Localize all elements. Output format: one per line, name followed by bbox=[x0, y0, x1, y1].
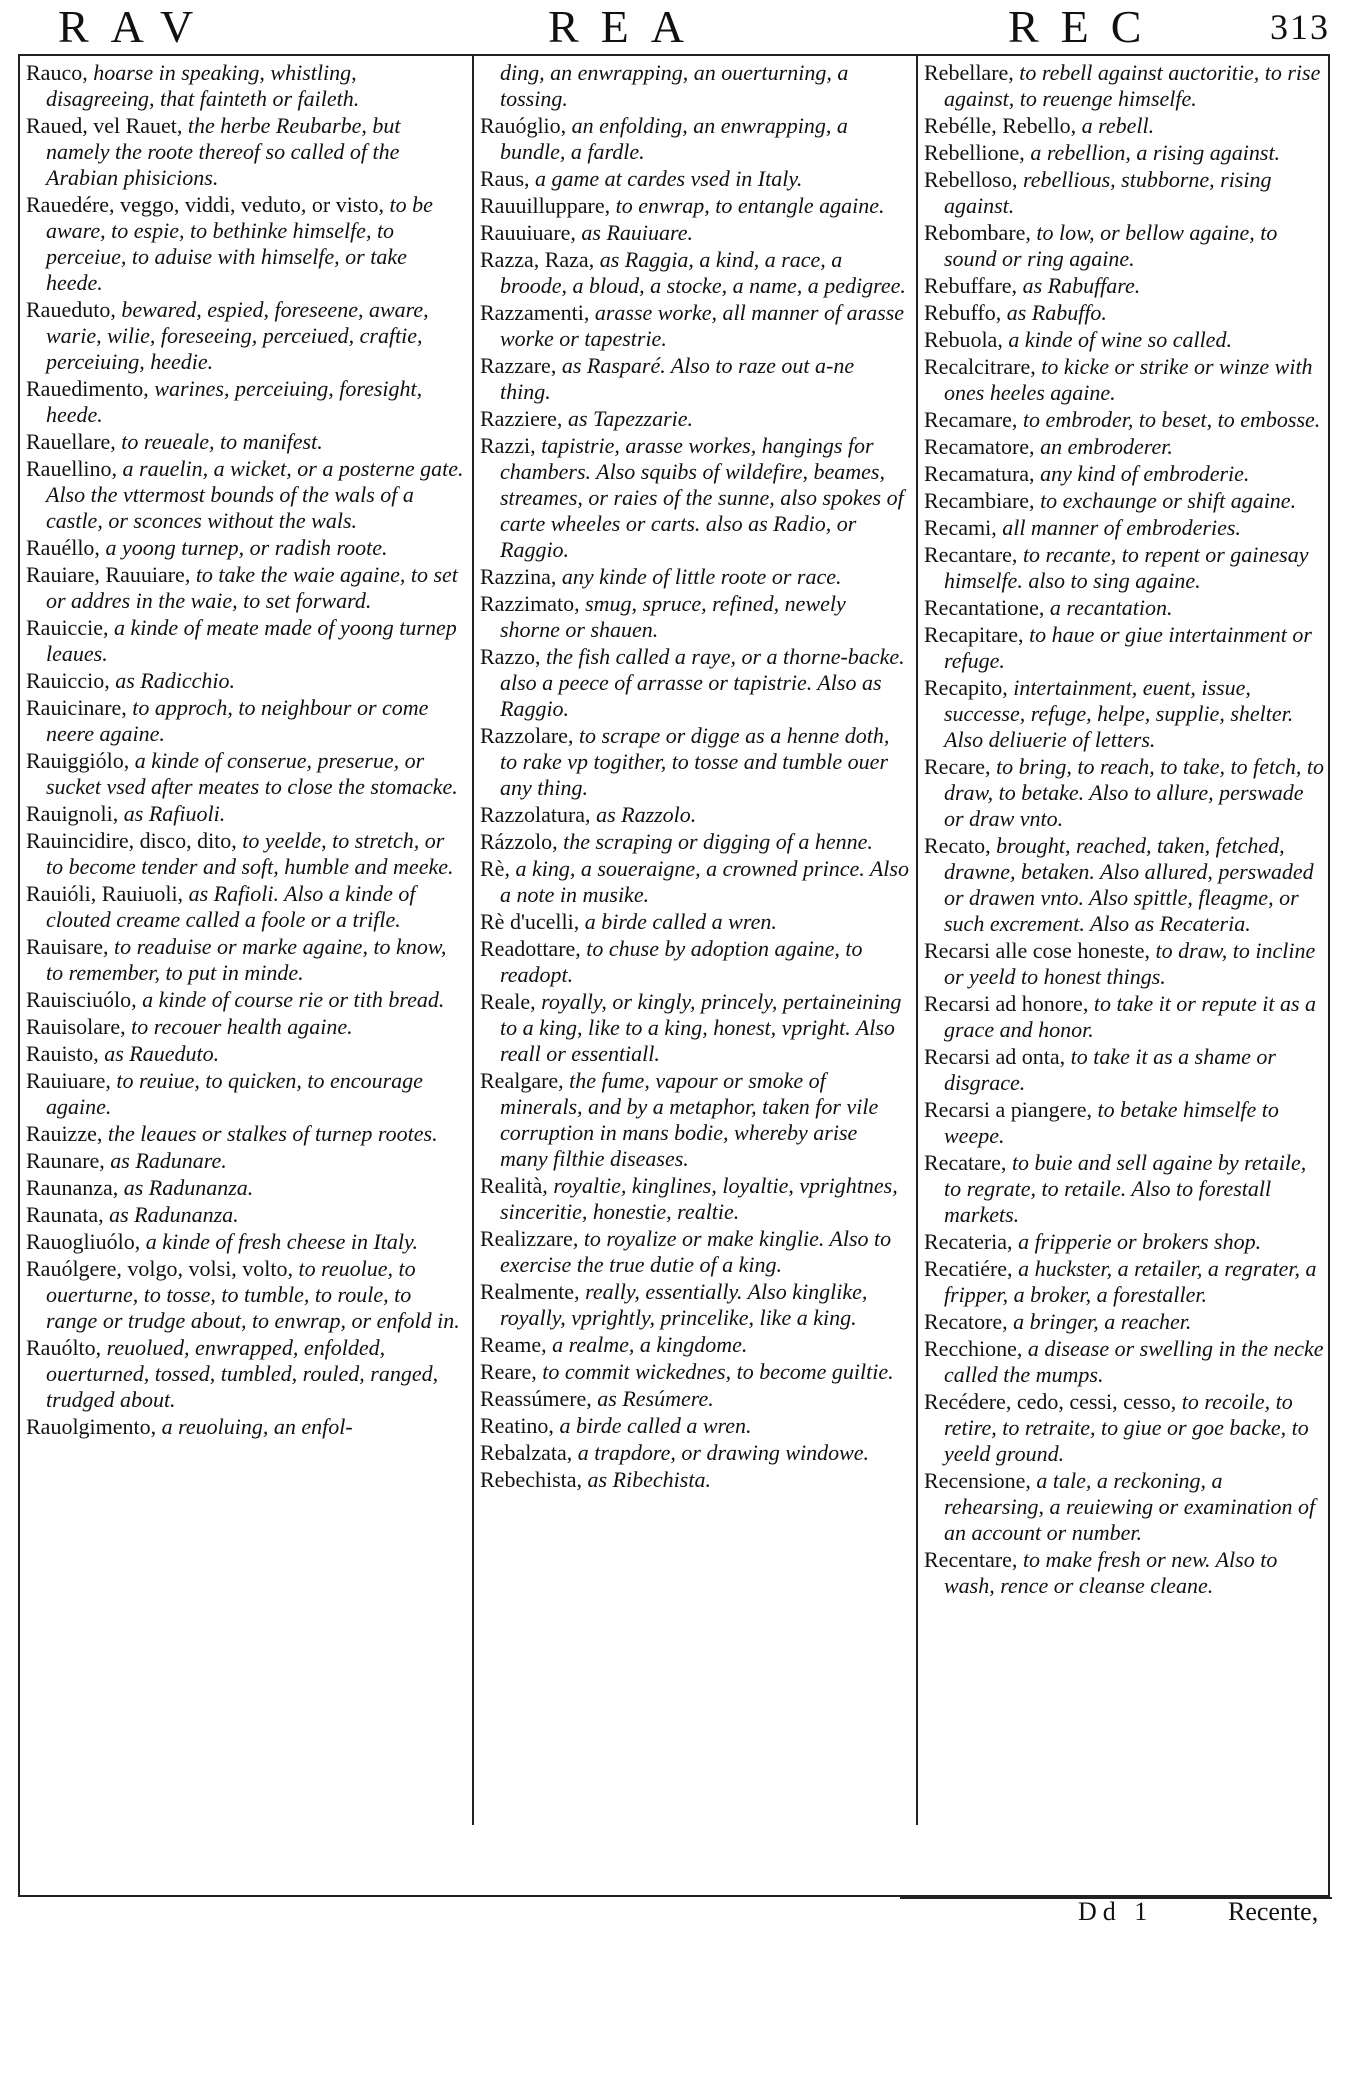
entry-definition: to kicke or strike or winze with ones heeles againe. bbox=[944, 354, 1313, 405]
dictionary-entry bbox=[480, 1332, 910, 1358]
dictionary-entry bbox=[26, 1256, 466, 1334]
entry-definition: a kinde of course rie or tith bread. bbox=[142, 987, 445, 1012]
dictionary-entry bbox=[26, 192, 466, 296]
dictionary-entry bbox=[924, 991, 1326, 1043]
entry-definition: a rauelin, a wicket, or a posterne gate. Also the vttermost bounds of the wals of a castle, or sconces without the wals. bbox=[46, 456, 464, 533]
dictionary-entry bbox=[480, 989, 910, 1067]
dictionary-entry bbox=[924, 1389, 1326, 1467]
entry-definition: reuolued, enwrapped, enfolded, ouerturned, tossed, tumbled, rouled, ranged, trudged about. bbox=[46, 1335, 439, 1412]
entry-definition: the herbe Reubarbe, but namely the roote thereof so called of the Arabian phisicions. bbox=[46, 113, 401, 190]
column-divider bbox=[916, 56, 918, 1825]
entry-headword: Rauiggiólo, bbox=[26, 748, 130, 773]
dictionary-entry bbox=[480, 353, 910, 405]
entry-definition: a birde called a wren. bbox=[584, 909, 777, 934]
entry-definition: to reuolue, to ouerturne, to tosse, to tumble, to roule, to range or trudge about, to enwrap, or enfold in. bbox=[46, 1256, 460, 1333]
dictionary-entry bbox=[924, 754, 1326, 832]
entry-definition: a kinde of wine so called. bbox=[1008, 327, 1232, 352]
entry-definition: as Raueduto. bbox=[104, 1041, 220, 1066]
dictionary-entry bbox=[26, 987, 466, 1013]
entry-headword: Rauisto, bbox=[26, 1041, 99, 1066]
dictionary-entry bbox=[26, 1148, 466, 1174]
dictionary-entry bbox=[26, 748, 466, 800]
entry-headword: Raued, vel Rauet, bbox=[26, 113, 183, 138]
entry-definition: to recouer health againe. bbox=[131, 1014, 353, 1039]
entry-definition: tapistrie, arasse workes, hangings for chambers. Also squibs of wildefire, beames, streames, or raies of the sunne, also spokes of carte wheeles or carts. also as Radio, or Raggio. bbox=[500, 433, 904, 562]
entry-headword: Razzi, bbox=[480, 433, 536, 458]
entry-headword: Rauco, bbox=[26, 60, 88, 85]
entry-headword: Razzolatura, bbox=[480, 802, 591, 827]
entry-headword: Rauisolare, bbox=[26, 1014, 126, 1039]
entry-definition: as Rauiuare. bbox=[581, 220, 694, 245]
entry-definition: as Radicchio. bbox=[115, 668, 235, 693]
entry-headword: Rauedére, veggo, viddi, veduto, or visto, bbox=[26, 192, 385, 217]
entry-headword: Recateria, bbox=[924, 1229, 1013, 1254]
dictionary-entry bbox=[480, 829, 910, 855]
entry-definition: intertainment, euent, issue, successe, refuge, helpe, supplie, shelter. Also deliuerie of letters. bbox=[944, 675, 1294, 752]
entry-definition: a bringer, a reacher. bbox=[1013, 1309, 1192, 1334]
dictionary-entry bbox=[924, 220, 1326, 272]
entry-headword: Recapitare, bbox=[924, 622, 1024, 647]
header-left-guide: RAV bbox=[58, 1, 216, 52]
entry-definition: to recoile, to retire, to retraite, to giue or goe backe, to yeeld ground. bbox=[944, 1389, 1309, 1466]
entry-definition: as Tapezzarie. bbox=[567, 406, 694, 431]
dictionary-entry bbox=[480, 220, 910, 246]
entry-headword: Razzamenti, bbox=[480, 300, 590, 325]
entry-headword: Rauiuare, bbox=[26, 1068, 111, 1093]
entry-headword: Rauicinare, bbox=[26, 695, 127, 720]
header-middle-guide: REA bbox=[548, 1, 706, 52]
entry-headword: Razzimato, bbox=[480, 591, 580, 616]
entry-definition: a yoong turnep, or radish roote. bbox=[105, 535, 388, 560]
entry-headword: Realizzare, bbox=[480, 1226, 579, 1251]
entry-definition: hoarse in speaking, whistling, disagreeing, that fainteth or faileth. bbox=[46, 60, 360, 111]
entry-headword: Recarsi a piangere, bbox=[924, 1097, 1092, 1122]
entry-headword: Rauólgere, volgo, volsi, volto, bbox=[26, 1256, 294, 1281]
dictionary-entry bbox=[26, 1068, 466, 1120]
entry-headword: Rebélle, Rebello, bbox=[924, 113, 1077, 138]
entry-headword: Rauisare, bbox=[26, 934, 109, 959]
entry-headword: Reare, bbox=[480, 1359, 537, 1384]
entry-headword: Rauólto, bbox=[26, 1335, 102, 1360]
dictionary-entry bbox=[26, 113, 466, 191]
entry-definition: as Rafiuoli. bbox=[123, 801, 226, 826]
dictionary-entry bbox=[480, 300, 910, 352]
entry-definition: a kinde of fresh cheese in Italy. bbox=[145, 1229, 419, 1254]
entry-definition: smug, spruce, refined, newely shorne or shauen. bbox=[500, 591, 846, 642]
entry-headword: Recatare, bbox=[924, 1150, 1007, 1175]
dictionary-entry bbox=[480, 433, 910, 563]
entry-definition: to yeelde, to stretch, or to become tender and soft, humble and meeke. bbox=[46, 828, 454, 879]
dictionary-entry bbox=[924, 1468, 1326, 1546]
dictionary-entry bbox=[480, 723, 910, 801]
dictionary-entry bbox=[924, 327, 1326, 353]
entry-definition: to chuse by adoption againe, to readopt. bbox=[500, 936, 863, 987]
entry-definition: to take it or repute it as a grace and honor. bbox=[944, 991, 1317, 1042]
entry-definition: a king, a soueraigne, a crowned prince. Also a note in musike. bbox=[500, 856, 909, 907]
dictionary-entry bbox=[26, 535, 466, 561]
dictionary-entry bbox=[480, 1440, 910, 1466]
entry-headword: Rauisciuólo, bbox=[26, 987, 137, 1012]
dictionary-entry bbox=[924, 1309, 1326, 1335]
dictionary-entry bbox=[480, 936, 910, 988]
entry-definition: to royalize or make kinglie. Also to exercise the true dutie of a king. bbox=[500, 1226, 892, 1277]
entry-headword: Readottare, bbox=[480, 936, 581, 961]
signature-mark: Dd 1 bbox=[1078, 1897, 1154, 1926]
entry-headword: Reassúmere, bbox=[480, 1386, 592, 1411]
dictionary-entry bbox=[480, 1173, 910, 1225]
entry-headword: Rauignoli, bbox=[26, 801, 119, 826]
entry-headword: Recamatura, bbox=[924, 461, 1035, 486]
entry-definition: the fish called a raye, or a thorne-backe. also a peece of arrasse or tapistrie. Also as Raggio. bbox=[500, 644, 905, 721]
entry-headword: Rauóglio, bbox=[480, 113, 567, 138]
entry-headword: Razzina, bbox=[480, 564, 557, 589]
dictionary-entry bbox=[26, 615, 466, 667]
entry-headword: Rauellino, bbox=[26, 456, 118, 481]
column-divider bbox=[472, 56, 474, 1825]
entry-headword: Recambiare, bbox=[924, 488, 1035, 513]
dictionary-entry bbox=[480, 564, 910, 590]
dictionary-entry bbox=[924, 1044, 1326, 1096]
dictionary-entry bbox=[26, 1121, 466, 1147]
entry-headword: Recato, bbox=[924, 833, 991, 858]
entry-headword: Rauióli, Rauiuoli, bbox=[26, 881, 184, 906]
dictionary-entry bbox=[480, 1386, 910, 1412]
entry-headword: Raus, bbox=[480, 166, 530, 191]
dictionary-entry bbox=[924, 461, 1326, 487]
dictionary-entry bbox=[924, 1256, 1326, 1308]
entry-headword: Rebellione, bbox=[924, 140, 1025, 165]
entry-definition: to exchaunge or shift againe. bbox=[1040, 488, 1297, 513]
entry-definition: ding, an enwrapping, an ouerturning, a tossing. bbox=[500, 60, 849, 111]
entry-definition: arasse worke, all manner of arasse worke or tapestrie. bbox=[500, 300, 905, 351]
entry-headword: Recarsi alle cose honeste, bbox=[924, 938, 1151, 963]
entry-headword: Rebuffare, bbox=[924, 273, 1018, 298]
dictionary-entry bbox=[26, 801, 466, 827]
entry-headword: Rè, bbox=[480, 856, 510, 881]
dictionary-entry bbox=[924, 1097, 1326, 1149]
header-right-guide: REC bbox=[1008, 1, 1164, 52]
entry-definition: to make fresh or new. Also to wash, rence or cleanse cleane. bbox=[944, 1547, 1278, 1598]
entry-definition: to take it as a shame or disgrace. bbox=[944, 1044, 1276, 1095]
dictionary-entry bbox=[924, 434, 1326, 460]
entry-headword: Rauiccie, bbox=[26, 615, 109, 640]
entry-headword: Razzare, bbox=[480, 353, 557, 378]
entry-definition: to bring, to reach, to take, to fetch, to draw, to betake. Also to allure, perswade or draw vnto. bbox=[944, 754, 1324, 831]
column-3 bbox=[924, 60, 1326, 1825]
running-header bbox=[18, 1, 1330, 52]
dictionary-entry bbox=[26, 1014, 466, 1040]
page-number: 313 bbox=[1270, 7, 1330, 47]
entry-definition: royally, or kingly, princely, pertaineining to a king, like to a king, honest, vpright. Also reall or essentiall. bbox=[500, 989, 902, 1066]
entry-headword: Raueduto, bbox=[26, 297, 116, 322]
entry-definition: as Rasparé. Also to raze out a-ne thing. bbox=[500, 353, 855, 404]
entry-definition: a rebellion, a rising against. bbox=[1030, 140, 1281, 165]
entry-headword: Recatiére, bbox=[924, 1256, 1013, 1281]
entry-headword: Recantare, bbox=[924, 542, 1018, 567]
entry-definition: to be aware, to espie, to bethinke himselfe, to perceiue, to aduise with himselfe, or take heede. bbox=[46, 192, 433, 295]
entry-definition: to low, or bellow againe, to sound or ring againe. bbox=[944, 220, 1278, 271]
dictionary-entry bbox=[480, 193, 910, 219]
entry-headword: Recédere, cedo, cessi, cesso, bbox=[924, 1389, 1177, 1414]
entry-headword: Recami, bbox=[924, 515, 997, 540]
entry-definition: warines, perceiuing, foresight, heede. bbox=[46, 376, 423, 427]
dictionary-entry bbox=[924, 1336, 1326, 1388]
entry-definition: brought, reached, taken, fetched, drawne, betaken. Also allured, perswaded or drawen vnto. Also spittle, fleagme, or such excrement. Also as Recateria. bbox=[944, 833, 1314, 936]
entry-headword: Rebelloso, bbox=[924, 167, 1018, 192]
entry-definition: to recante, to repent or gainesay himselfe. also to sing againe. bbox=[944, 542, 1309, 593]
entry-definition: to betake himselfe to weepe. bbox=[944, 1097, 1279, 1148]
entry-definition: a kinde of conserue, preserue, or sucket vsed after meates to close the stomacke. bbox=[46, 748, 458, 799]
entry-headword: Rebuffo, bbox=[924, 300, 1002, 325]
dictionary-entry bbox=[26, 668, 466, 694]
dictionary-entry bbox=[924, 354, 1326, 406]
entry-definition: to commit wickednes, to become guiltie. bbox=[542, 1359, 894, 1384]
entry-definition: as Raggia, a kind, a race, a broode, a bloud, a stocke, a name, a pedigree. bbox=[500, 247, 906, 298]
entry-definition: a disease or swelling in the necke called the mumps. bbox=[944, 1336, 1324, 1387]
entry-headword: Rebalzata, bbox=[480, 1440, 573, 1465]
dictionary-entry bbox=[26, 1229, 466, 1255]
entry-definition: bewared, espied, foreseene, aware, warie, wilie, foreseeing, perceiued, craftie, perceiuing, heedie. bbox=[46, 297, 429, 374]
entry-definition: as Rabuffare. bbox=[1022, 273, 1141, 298]
dictionary-entry bbox=[26, 695, 466, 747]
dictionary-entry bbox=[26, 429, 466, 455]
entry-definition: a trapdore, or drawing windowe. bbox=[577, 1440, 870, 1465]
dictionary-entry bbox=[924, 488, 1326, 514]
entry-headword: Rebuola, bbox=[924, 327, 1003, 352]
dictionary-entry bbox=[480, 856, 910, 908]
entry-headword: Rauuiuare, bbox=[480, 220, 576, 245]
dictionary-entry bbox=[480, 909, 910, 935]
entry-definition: a kinde of meate made of yoong turnep leaues. bbox=[46, 615, 457, 666]
dictionary-entry bbox=[26, 1202, 466, 1228]
entry-definition: a birde called a wren. bbox=[559, 1413, 752, 1438]
dictionary-entry bbox=[924, 1150, 1326, 1228]
entry-definition: as Radunanza. bbox=[123, 1175, 254, 1200]
dictionary-entry bbox=[480, 1467, 910, 1493]
entry-headword: Rauiccio, bbox=[26, 668, 110, 693]
dictionary-entry bbox=[924, 140, 1326, 166]
entry-headword: Realità, bbox=[480, 1173, 548, 1198]
entry-headword: Rauogliuólo, bbox=[26, 1229, 141, 1254]
dictionary-entry bbox=[924, 300, 1326, 326]
entry-definition: a rebell. bbox=[1081, 113, 1155, 138]
dictionary-entry bbox=[924, 167, 1326, 219]
dictionary-entry bbox=[480, 1359, 910, 1385]
entry-definition: all manner of embroderies. bbox=[1002, 515, 1241, 540]
entry-definition: as Rafioli. Also a kinde of clouted creame called a foole or a trifle. bbox=[46, 881, 416, 932]
entry-definition: to embroder, to beset, to embosse. bbox=[1022, 407, 1321, 432]
dictionary-entry bbox=[480, 60, 910, 112]
entry-definition: a reuoluing, an enfol- bbox=[161, 1414, 353, 1439]
entry-definition: to scrape or digge as a henne doth, to rake vp togither, to tosse and tumble ouer any thing. bbox=[500, 723, 890, 800]
entry-definition: to haue or giue intertainment or refuge. bbox=[944, 622, 1312, 673]
dictionary-entry bbox=[480, 166, 910, 192]
dictionary-entry bbox=[480, 406, 910, 432]
entry-definition: an embroderer. bbox=[1040, 434, 1173, 459]
entry-headword: Rauincidire, disco, dito, bbox=[26, 828, 237, 853]
entry-headword: Raunanza, bbox=[26, 1175, 119, 1200]
dictionary-entry bbox=[480, 1226, 910, 1278]
dictionary-entry bbox=[26, 456, 466, 534]
catchword: Recente, bbox=[1228, 1897, 1319, 1926]
dictionary-entry bbox=[26, 881, 466, 933]
dictionary-entry bbox=[924, 273, 1326, 299]
entry-headword: Rauolgimento, bbox=[26, 1414, 157, 1439]
entry-headword: Rebechista, bbox=[480, 1467, 583, 1492]
entry-headword: Recarsi ad honore, bbox=[924, 991, 1089, 1016]
entry-headword: Raunare, bbox=[26, 1148, 105, 1173]
entry-headword: Rauizze, bbox=[26, 1121, 103, 1146]
entry-headword: Raunata, bbox=[26, 1202, 104, 1227]
entry-headword: Recarsi ad onta, bbox=[924, 1044, 1066, 1069]
entry-headword: Recatore, bbox=[924, 1309, 1008, 1334]
entry-headword: Rauuilluppare, bbox=[480, 193, 611, 218]
entry-definition: an enfolding, an enwrapping, a bundle, a fardle. bbox=[500, 113, 848, 164]
entry-headword: Rauellare, bbox=[26, 429, 116, 454]
entry-headword: Rázzolo, bbox=[480, 829, 558, 854]
entry-definition: to buie and sell againe by retaile, to regrate, to retaile. Also to forestall markets. bbox=[944, 1150, 1307, 1227]
entry-headword: Razza, Raza, bbox=[480, 247, 595, 272]
dictionary-entry bbox=[924, 515, 1326, 541]
entry-definition: really, essentially. Also kinglike, royally, vprightly, princelike, like a king. bbox=[500, 1279, 868, 1330]
page-frame bbox=[18, 54, 1330, 1897]
dictionary-entry bbox=[26, 60, 466, 112]
page-footer bbox=[18, 1897, 1330, 1937]
entry-definition: to draw, to incline or yeeld to honest things. bbox=[944, 938, 1316, 989]
dictionary-entry bbox=[26, 1335, 466, 1413]
entry-definition: to reueale, to manifest. bbox=[121, 429, 323, 454]
entry-headword: Recare, bbox=[924, 754, 991, 779]
dictionary-entry bbox=[924, 542, 1326, 594]
entry-headword: Recamare, bbox=[924, 407, 1018, 432]
dictionary-entry bbox=[924, 622, 1326, 674]
dictionary-entry bbox=[480, 591, 910, 643]
dictionary-entry bbox=[26, 828, 466, 880]
entry-definition: a game at cardes vsed in Italy. bbox=[535, 166, 803, 191]
dictionary-entry bbox=[924, 407, 1326, 433]
entry-definition: a fripperie or brokers shop. bbox=[1018, 1229, 1262, 1254]
entry-definition: as Resúmere. bbox=[597, 1386, 714, 1411]
column-1 bbox=[26, 60, 466, 1825]
dictionary-entry bbox=[26, 1041, 466, 1067]
entry-definition: to reuiue, to quicken, to encourage againe. bbox=[46, 1068, 423, 1119]
entry-definition: a recantation. bbox=[1049, 595, 1173, 620]
entry-headword: Recalcitrare, bbox=[924, 354, 1036, 379]
entry-definition: to take the waie againe, to set or addres in the waie, to set forward. bbox=[46, 562, 458, 613]
entry-headword: Reale, bbox=[480, 989, 536, 1014]
entry-headword: Rebombare, bbox=[924, 220, 1031, 245]
entry-definition: a realme, a kingdome. bbox=[552, 1332, 748, 1357]
dictionary-entry bbox=[480, 247, 910, 299]
dictionary-entry bbox=[480, 113, 910, 165]
entry-headword: Rè d'ucelli, bbox=[480, 909, 580, 934]
dictionary-entry bbox=[924, 1229, 1326, 1255]
dictionary-entry bbox=[480, 1279, 910, 1331]
entry-headword: Recchione, bbox=[924, 1336, 1023, 1361]
entry-headword: Recentare, bbox=[924, 1547, 1018, 1572]
entry-headword: Realmente, bbox=[480, 1279, 580, 1304]
entry-headword: Rauiare, Rauuiare, bbox=[26, 562, 191, 587]
dictionary-entry bbox=[924, 675, 1326, 753]
dictionary-entry bbox=[480, 1413, 910, 1439]
entry-headword: Reatino, bbox=[480, 1413, 554, 1438]
entry-definition: as Radunanza. bbox=[109, 1202, 239, 1227]
dictionary-entry bbox=[924, 938, 1326, 990]
entry-headword: Recapito, bbox=[924, 675, 1008, 700]
entry-definition: a huckster, a retailer, a regrater, a fripper, a broker, a forestaller. bbox=[944, 1256, 1317, 1307]
entry-headword: Realgare, bbox=[480, 1068, 564, 1093]
dictionary-entry bbox=[480, 802, 910, 828]
entry-definition: to approch, to neighbour or come neere againe. bbox=[46, 695, 429, 746]
entry-headword: Rauéllo, bbox=[26, 535, 100, 560]
entry-definition: a tale, a reckoning, a rehearsing, a reuiewing or examination of an account or number. bbox=[944, 1468, 1316, 1545]
entry-headword: Recantatione, bbox=[924, 595, 1045, 620]
entry-headword: Rebellare, bbox=[924, 60, 1014, 85]
dictionary-entry bbox=[480, 644, 910, 722]
dictionary-entry bbox=[26, 562, 466, 614]
entry-headword: Recamatore, bbox=[924, 434, 1035, 459]
entry-definition: any kinde of little roote or race. bbox=[561, 564, 842, 589]
entry-definition: the leaues or stalkes of turnep rootes. bbox=[107, 1121, 438, 1146]
entry-definition: to readuise or marke againe, to know, to remember, to put in minde. bbox=[46, 934, 447, 985]
dictionary-entry bbox=[26, 1414, 466, 1440]
dictionary-entry bbox=[924, 1547, 1326, 1599]
entry-headword: Recensione, bbox=[924, 1468, 1031, 1493]
entry-headword: Razzolare, bbox=[480, 723, 574, 748]
entry-definition: royaltie, kinglines, loyaltie, vprightnes, sinceritie, honestie, realtie. bbox=[500, 1173, 898, 1224]
entry-definition: as Razzolo. bbox=[596, 802, 697, 827]
entry-definition: rebellious, stubborne, rising against. bbox=[944, 167, 1272, 218]
dictionary-entry bbox=[480, 1068, 910, 1172]
entry-definition: to rebell against auctoritie, to rise against, to reuenge himselfe. bbox=[944, 60, 1321, 111]
entry-definition: as Rabuffo. bbox=[1006, 300, 1107, 325]
entry-headword: Razziere, bbox=[480, 406, 563, 431]
entry-headword: Rauedimento, bbox=[26, 376, 149, 401]
column-2 bbox=[480, 60, 910, 1825]
dictionary-entry bbox=[26, 934, 466, 986]
entry-headword: Reame, bbox=[480, 1332, 547, 1357]
dictionary-entry bbox=[26, 1175, 466, 1201]
entry-definition: as Radunare. bbox=[110, 1148, 227, 1173]
dictionary-entry bbox=[26, 297, 466, 375]
dictionary-entry bbox=[924, 60, 1326, 112]
entry-headword: Razzo, bbox=[480, 644, 541, 669]
entry-definition: any kind of embroderie. bbox=[1040, 461, 1250, 486]
entry-definition: as Ribechista. bbox=[587, 1467, 711, 1492]
dictionary-entry bbox=[924, 595, 1326, 621]
entry-definition: the fume, vapour or smoke of minerals, and by a metaphor, taken for vile corruption in mans bodie, whereby arise many filthie diseases. bbox=[500, 1068, 879, 1171]
dictionary-entry bbox=[26, 376, 466, 428]
entry-definition: the scraping or digging of a henne. bbox=[563, 829, 873, 854]
dictionary-entry bbox=[924, 113, 1326, 139]
entry-definition: to enwrap, to entangle againe. bbox=[615, 193, 885, 218]
dictionary-entry bbox=[924, 833, 1326, 937]
